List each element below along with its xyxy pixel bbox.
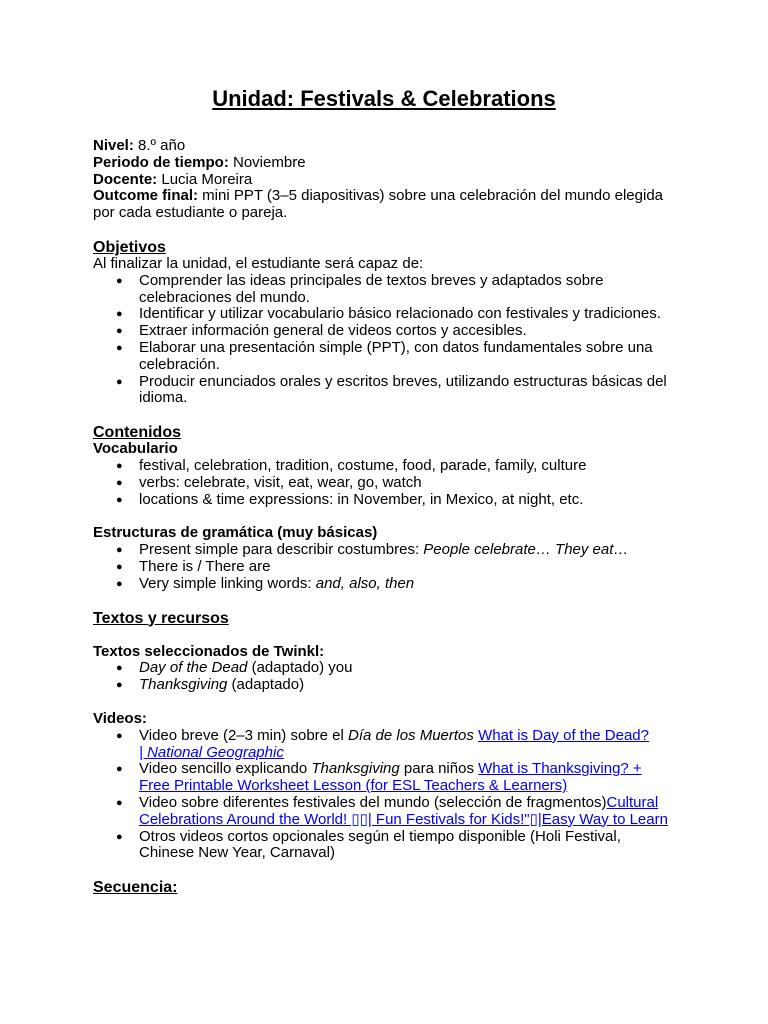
video-link-cultural-celebrations[interactable]: Cultural Celebrations Around the World! ▯▯| Fun Festivals for Kids!"▯|Easy Way to Learn	[139, 793, 668, 828]
vocabulario-heading: Vocabulario	[93, 440, 178, 458]
list-item: ● There is / There are	[139, 559, 675, 576]
twinkl-list	[93, 660, 675, 694]
list-item: ● Video sencillo explicando Thanksgiving para niños What is Thanksgiving? + Free Printable Worksheet Lesson (for ESL Teachers & Learners)	[139, 761, 675, 795]
video-link-day-of-dead[interactable]: What is Day of the Dead? | National Geographic	[139, 726, 649, 761]
meta-docente: Docente: Lucia Moreira	[93, 170, 253, 188]
list-item: ● Extraer información general de videos cortos y accesibles.	[139, 323, 675, 340]
objetivos-intro: Al finalizar la unidad, el estudiante será capaz de:	[93, 254, 424, 272]
twinkl-heading: Textos seleccionados de Twinkl:	[93, 642, 325, 660]
vocabulario-list	[93, 458, 675, 508]
list-item: ● Present simple para describir costumbres: People celebrate… They eat…	[139, 542, 675, 559]
list-item: ● verbs: celebrate, visit, eat, wear, go, watch	[139, 475, 675, 492]
meta-outcome: Outcome final: mini PPT (3–5 diapositivas) sobre una celebración del mundo elegida por cada estudiante o pareja.	[93, 187, 664, 222]
list-item: ● Thanksgiving (adaptado)	[139, 677, 675, 694]
videos-list	[93, 728, 675, 862]
list-item: ● locations & time expressions: in November, in Mexico, at night, etc.	[139, 492, 675, 509]
objetivos-heading: Objetivos	[93, 238, 166, 256]
objetivos-list	[93, 273, 675, 407]
secuencia-heading: Secuencia:	[93, 879, 178, 897]
list-item: ● Video sobre diferentes festivales del mundo (selección de fragmentos)Cultural Celebrations Around the World! ▯▯| Fun Festivals for Kids!"▯|Easy Way to Learn	[139, 795, 675, 829]
gramatica-heading: Estructuras de gramática (muy básicas)	[93, 524, 378, 542]
list-item: ● Identificar y utilizar vocabulario básico relacionado con festivales y tradiciones.	[139, 306, 675, 323]
meta-nivel: Nivel: 8.º año	[93, 137, 186, 154]
list-item: ● festival, celebration, tradition, costume, food, parade, family, culture	[139, 458, 675, 475]
contenidos-heading: Contenidos	[93, 424, 181, 442]
list-item: ● Elaborar una presentación simple (PPT), con datos fundamentales sobre una celebración.	[139, 340, 675, 374]
document-title: Unidad: Festivals & Celebrations	[212, 86, 556, 111]
list-item: ● Producir enunciados orales y escritos breves, utilizando estructuras básicas del idioma.	[139, 374, 675, 408]
videos-heading: Videos:	[93, 709, 147, 727]
gramatica-list	[93, 542, 675, 592]
list-item: ● Day of the Dead (adaptado) you	[139, 660, 675, 677]
meta-periodo: Periodo de tiempo: Noviembre	[93, 153, 306, 171]
list-item: ● Video breve (2–3 min) sobre el Día de los Muertos What is Day of the Dead? | National Geographic	[139, 728, 675, 762]
list-item: ● Otros videos cortos opcionales según el tiempo disponible (Holi Festival, Chinese New Year, Carnaval)	[139, 829, 675, 863]
list-item: ● Very simple linking words: and, also, then	[139, 576, 675, 593]
textos-heading: Textos y recursos	[93, 609, 229, 627]
list-item: ● Comprender las ideas principales de textos breves y adaptados sobre celebraciones del mundo.	[139, 273, 675, 307]
video-link-thanksgiving[interactable]: What is Thanksgiving? + Free Printable Worksheet Lesson (for ESL Teachers & Learners)	[139, 760, 642, 795]
